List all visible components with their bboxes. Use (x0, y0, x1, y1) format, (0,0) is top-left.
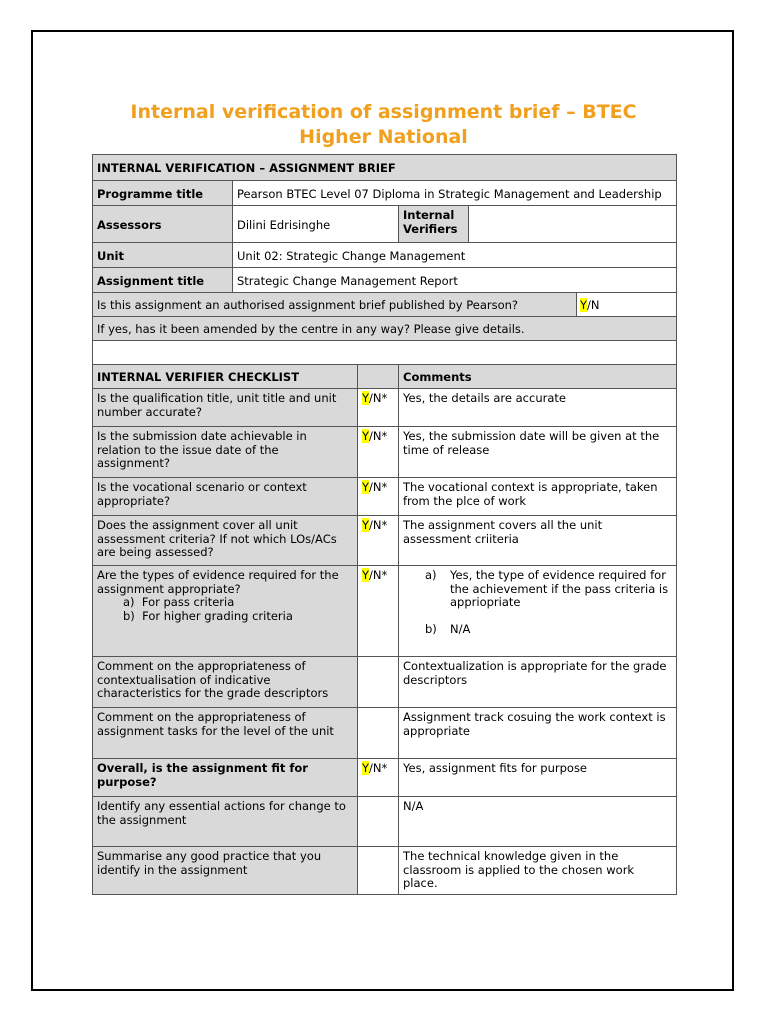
authorised-yn (577, 293, 677, 317)
internal-verifiers-label: Internal Verifiers (399, 206, 469, 243)
assessors-label: Assessors (93, 206, 233, 243)
programme-title-value: Pearson BTEC Level 07 Diploma in Strategic Management and Leadership (233, 181, 677, 206)
yes-highlight: Y (362, 429, 370, 443)
assignment-title-label: Assignment title (93, 268, 233, 293)
checklist-row (93, 478, 677, 516)
unit-value: Unit 02: Strategic Change Management (233, 243, 677, 268)
yes-highlight: Y (362, 518, 370, 532)
checklist-row (93, 389, 677, 427)
no-option: /N* (369, 761, 388, 775)
programme-title-label: Programme title (93, 181, 233, 206)
checklist-comment: The vocational context is appropriate, taken from the plce of work (399, 478, 677, 516)
checklist-comment (399, 566, 677, 657)
checklist-question: Identify any essential actions for change to the assignment (93, 797, 358, 847)
list-item-text: Yes, the type of evidence required for the achievement if the pass criteria is appriopriate (450, 568, 669, 609)
list-item-text: N/A (450, 621, 471, 636)
checklist-header-row (93, 365, 677, 389)
checklist-row (93, 797, 677, 847)
yes-highlight: Y (362, 761, 370, 775)
yes-highlight: Y (362, 480, 370, 494)
checklist-comment: Yes, assignment fits for purpose (399, 759, 677, 797)
no-option: /N* (369, 480, 388, 494)
no-option: /N (587, 298, 600, 313)
checklist-comment: Contextualization is appropriate for the grade descriptors (399, 657, 677, 708)
subitem-text: For pass criteria (141, 595, 235, 609)
unit-label: Unit (93, 243, 233, 268)
unit-row (93, 243, 677, 268)
checklist-question: Summarise any good practice that you identify in the assignment (93, 847, 358, 895)
checklist-question: Comment on the appropriateness of contextualisation of indicative characteristics for the grade descriptors (93, 657, 358, 708)
yn-cell (358, 708, 399, 759)
programme-row (93, 181, 677, 206)
assignment-title-value: Strategic Change Management Report (233, 268, 677, 293)
list-marker: a) (123, 595, 135, 609)
amended-row (93, 317, 677, 341)
checklist-row (93, 427, 677, 478)
checklist-comment: The assignment covers all the unit assessment criiteria (399, 516, 677, 566)
checklist-row (93, 566, 677, 657)
assessors-value: Dilini Edrisinghe (233, 206, 399, 243)
yes-highlight: Y (362, 391, 370, 405)
checklist-question: Overall, is the assignment fit for purpose? (93, 759, 358, 797)
yes-highlight: Y (362, 568, 370, 582)
no-option: /N* (369, 568, 388, 582)
checklist-question: Does the assignment cover all unit assessment criteria? If not which LOs/ACs are being assessed? (93, 516, 358, 566)
amended-details (93, 341, 677, 365)
list-item (403, 569, 672, 610)
internal-verifiers-value (469, 206, 677, 243)
checklist-question (93, 566, 358, 657)
yn-cell (358, 389, 399, 427)
page-title: Internal verification of assignment brief – BTEC Higher National (130, 101, 637, 148)
evidence-question: Are the types of evidence required for the assignment appropriate? (97, 568, 339, 596)
no-option: /N* (369, 429, 388, 443)
authorised-row (93, 293, 677, 317)
checklist-comment: Assignment track cosuing the work context is appropriate (399, 708, 677, 759)
assessors-row (93, 206, 677, 243)
list-marker: a) (425, 568, 437, 582)
checklist-comment: The technical knowledge given in the classroom is applied to the chosen work place. (399, 847, 677, 895)
yn-cell (358, 478, 399, 516)
yes-highlight: Y (580, 298, 588, 313)
checklist-question: Comment on the appropriateness of assignment tasks for the level of the unit (93, 708, 358, 759)
subitem-text: For higher grading criteria (142, 608, 293, 623)
assignment-brief-table (92, 154, 677, 895)
evidence-subitem-b (97, 610, 353, 624)
evidence-comment-list (403, 569, 672, 636)
authorised-question: Is this assignment an authorised assignment brief published by Pearson? (93, 293, 577, 317)
no-option: /N* (369, 518, 388, 532)
comments-header: Comments (399, 365, 677, 389)
list-marker: b) (425, 621, 437, 636)
brief-header: INTERNAL VERIFICATION – ASSIGNMENT BRIEF (93, 155, 677, 181)
evidence-subitem-a (97, 596, 353, 610)
list-marker: b) (123, 608, 135, 623)
no-option: /N* (369, 391, 388, 405)
yn-cell (358, 847, 399, 895)
checklist-question: Is the vocational scenario or context appropriate? (93, 478, 358, 516)
yn-cell (358, 797, 399, 847)
yn-cell (358, 759, 399, 797)
amended-details-row (93, 341, 677, 365)
yn-cell (358, 657, 399, 708)
amended-question: If yes, has it been amended by the centre in any way? Please give details. (93, 317, 677, 341)
checklist-row (93, 847, 677, 895)
checklist-question: Is the qualification title, unit title and unit number accurate? (93, 389, 358, 427)
yn-cell (358, 566, 399, 657)
checklist-question: Is the submission date achievable in relation to the issue date of the assignment? (93, 427, 358, 478)
yn-cell (358, 516, 399, 566)
checklist-header: INTERNAL VERIFIER CHECKLIST (93, 365, 358, 389)
checklist-row (93, 708, 677, 759)
checklist-row (93, 759, 677, 797)
yn-cell (358, 427, 399, 478)
brief-header-row (93, 155, 677, 181)
yn-header (358, 365, 399, 389)
checklist-row (93, 516, 677, 566)
checklist-comment: Yes, the details are accurate (399, 389, 677, 427)
checklist-row (93, 657, 677, 708)
checklist-comment: N/A (399, 797, 677, 847)
checklist-comment: Yes, the submission date will be given at the time of release (399, 427, 677, 478)
assignment-title-row (93, 268, 677, 293)
list-item (403, 623, 672, 637)
